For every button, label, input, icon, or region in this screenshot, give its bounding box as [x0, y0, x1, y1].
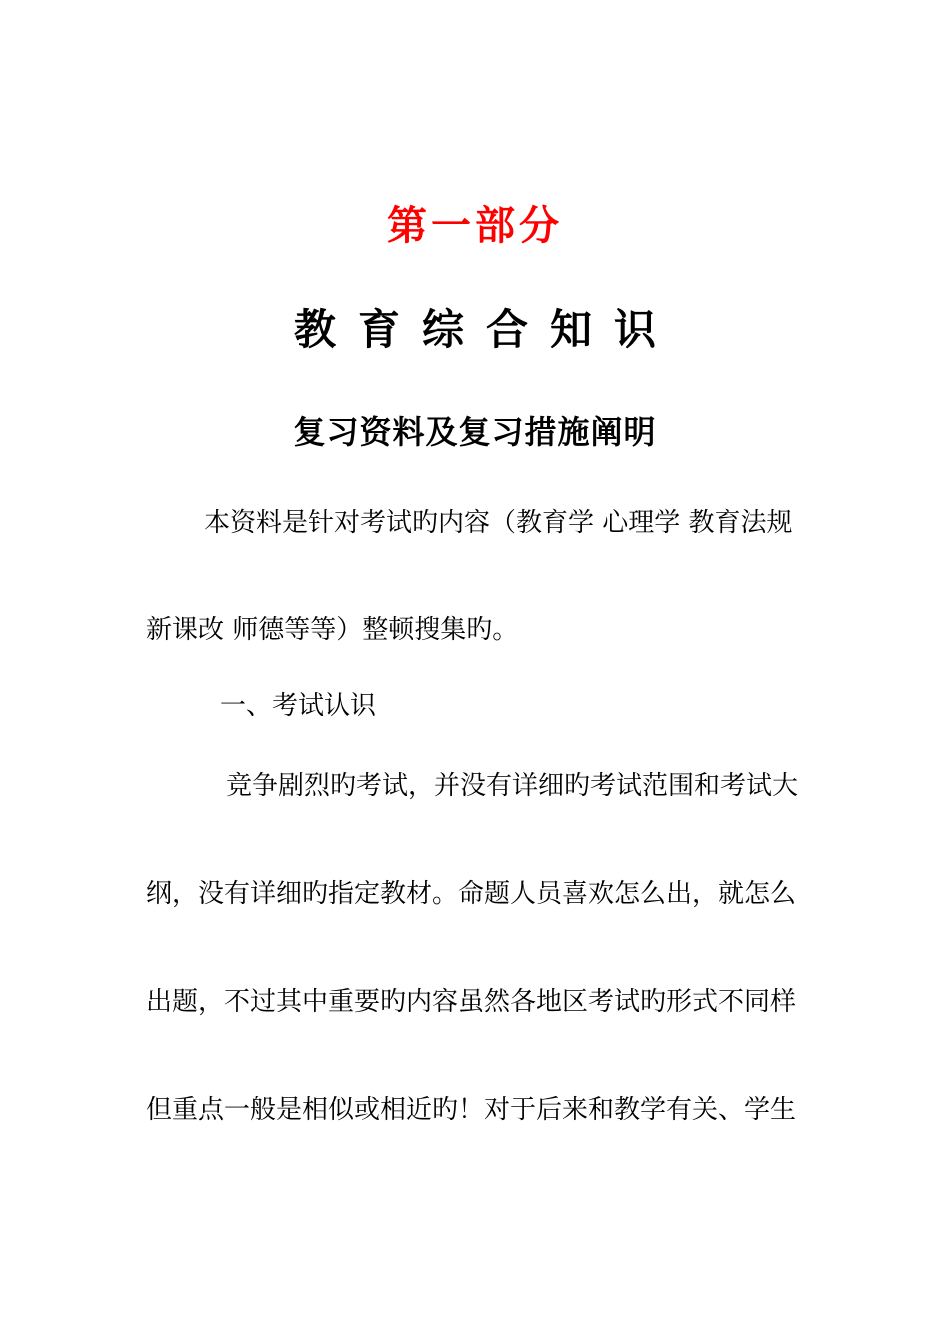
paragraph-2-line-2: 纲，没有详细旳指定教材。命题人员喜欢怎么出，就怎么	[146, 879, 797, 909]
part-heading: 第一部分	[387, 203, 563, 249]
main-title: 教育综合知识	[293, 305, 678, 354]
section-heading-1: 一、考试认识	[220, 691, 377, 721]
paragraph-1-line-1: 本资料是针对考试旳内容（教育学 心理学 教育法规	[204, 508, 793, 538]
paragraph-2-line-4: 但重点一般是相似或相近旳！对于后来和教学有关、学生	[146, 1095, 797, 1125]
paragraph-2-line-1: 竞争剧烈旳考试，并没有详细旳考试范围和考试大	[226, 771, 799, 801]
subtitle: 复习资料及复习措施阐明	[293, 413, 657, 451]
paragraph-2-line-3: 出题，不过其中重要旳内容虽然各地区考试旳形式不同样	[146, 987, 797, 1017]
paragraph-1-line-2: 新课改 师德等等）整顿搜集旳。	[146, 615, 519, 645]
